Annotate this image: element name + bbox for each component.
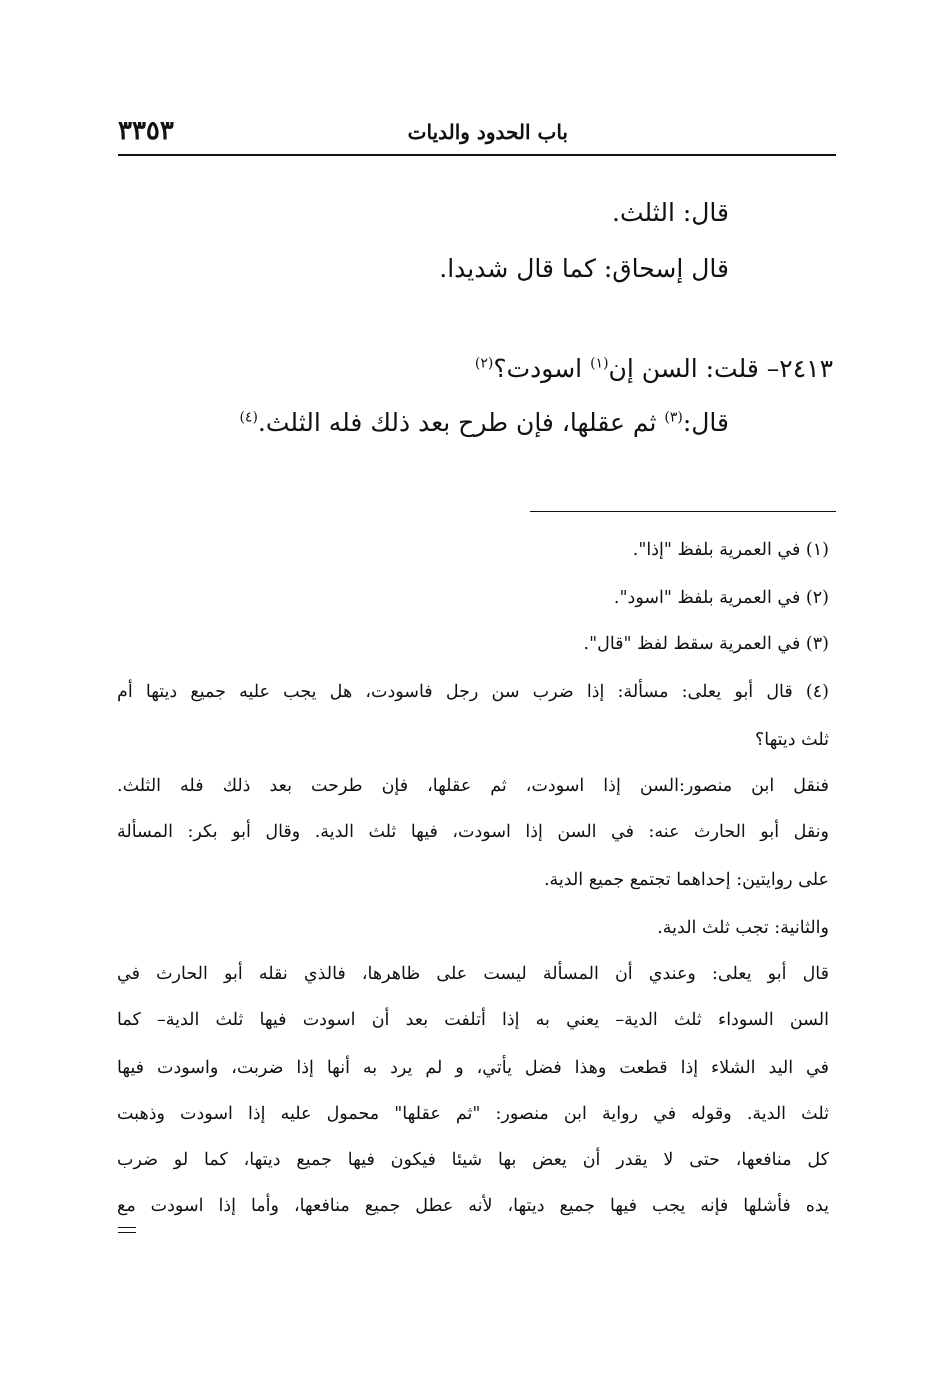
footnote-4-line-10: ثلث الدية. وقوله في رواية ابن منصور: "ثم عقلها" محمول عليه إذا اسودت وذهبت <box>117 1104 829 1124</box>
footnote-4-line-2: ثلث ديتها؟ <box>754 730 829 750</box>
footnote-divider <box>530 511 836 512</box>
footnote-1: (١) في العمرية بلفظ "إذا". <box>632 540 829 560</box>
footnote-4-line-4: ونقل أبو الحارث عنه: في السن إذا اسودت، فيها ثلث الدية. وقال أبو بكر: المسألة <box>117 822 829 842</box>
footnote-4-line-9: في اليد الشلاء إذا قطعت وهذا فضل يأتي، و لم يرد به أنها إذا ضربت، واسودت فيها <box>117 1058 829 1078</box>
footnote-4-line-11: كل منافعها، حتى لا يقدر أن يعض بها شيئا فيكون فيها جميع ديتها، كما لو ضرب <box>117 1150 829 1170</box>
question-text-a: قلت: السن إن <box>608 354 759 383</box>
page-number: ٣٣٥٣ <box>118 116 174 146</box>
answer-line-1: قال: الثلث. <box>612 198 729 227</box>
footnote-4-line-1: (٤) قال أبو يعلى: مسألة: إذا ضرب سن رجل فاسودت، هل يجب عليه جميع ديتها أم <box>117 682 829 702</box>
footnote-4-line-3: فنقل ابن منصور:السن إذا اسودت، ثم عقلها، فإن طرحت بعد ذلك فله الثلث. <box>117 776 829 796</box>
answer-text-a: قال: <box>682 408 729 437</box>
question-line <box>475 354 833 383</box>
footnote-4-line-12: يده فأشلها فإنه يجب فيها جميع ديتها، لأنه عطل جميع منافعها، وأما إذا اسودت مع <box>117 1196 829 1216</box>
footnote-4-line-8: السن السوداء ثلث الدية– يعني به إذا أتلفت بعد أن اسودت فيها ثلث الدية– كما <box>117 1010 829 1030</box>
note-ref-1: (١) <box>590 355 609 372</box>
page-header <box>118 112 836 154</box>
note-ref-2: (٢) <box>474 355 494 372</box>
note-ref-3: (٣) <box>664 409 683 426</box>
header-divider <box>118 154 836 156</box>
footnote-4-line-6: والثانية: تجب ثلث الدية. <box>657 918 829 938</box>
answer-text-b: ثم عقلها، فإن طرح بعد ذلك فله الثلث. <box>257 408 657 437</box>
footnote-2: (٢) في العمرية بلفظ "اسود". <box>613 588 829 608</box>
answer-line-2 <box>239 408 729 437</box>
note-ref-4: (٤) <box>239 409 258 426</box>
footnote-4-line-5: على روايتين: إحداهما تجتمع جميع الدية. <box>543 870 829 890</box>
footnote-3: (٣) في العمرية سقط لفظ "قال". <box>583 634 829 654</box>
ishaq-line: قال إسحاق: كما قال شديدا. <box>439 254 729 283</box>
footnote-4-line-7: قال أبو يعلى: وعندي أن المسألة ليست على ظاهرها، فالذي نقله أبو الحارث في <box>117 964 829 984</box>
question-number: ٢٤١٣– <box>766 354 833 383</box>
running-title: باب الحدود والديات <box>407 120 568 144</box>
continuation-mark <box>118 1227 136 1237</box>
question-text-b: اسودت؟ <box>493 354 583 383</box>
